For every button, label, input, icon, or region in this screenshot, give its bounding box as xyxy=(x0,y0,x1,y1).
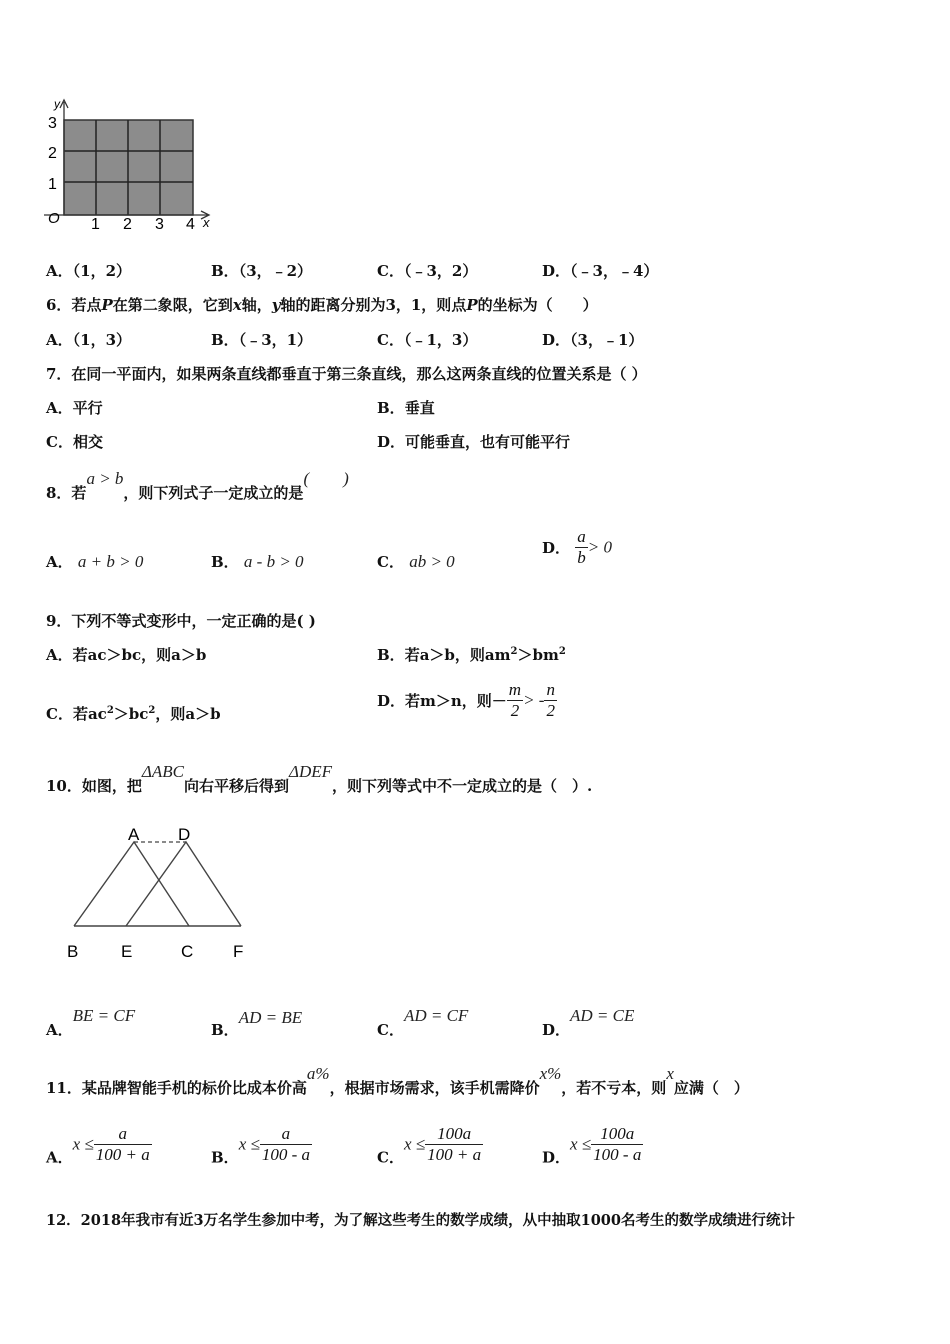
q7-option-b[interactable] xyxy=(377,397,435,418)
fraction xyxy=(507,680,523,721)
numerator: 100a xyxy=(591,1124,643,1145)
q8-stem xyxy=(46,469,349,503)
condition-expr: a > b xyxy=(86,469,124,488)
option-expr: > 0 xyxy=(587,537,612,557)
option-expr: a - b > 0 xyxy=(243,552,304,571)
fraction xyxy=(575,527,588,568)
q10-option-d[interactable] xyxy=(542,1005,635,1039)
option-text: ＞bm xyxy=(517,646,559,664)
option-letter: D． xyxy=(542,539,571,557)
q9-stem: 9．下列不等式变形中，一定正确的是( ) xyxy=(46,612,316,630)
q7-option-d[interactable] xyxy=(377,431,570,452)
superscript: 2 xyxy=(510,646,518,657)
option-letter: A． xyxy=(46,1148,73,1167)
q12-stem: 12．2018年我市有近3万名学生参加中考，为了解这些考生的数学成绩，从中抽取1000名考生的数学成绩进行统计 xyxy=(46,1212,795,1229)
option-letter: A． xyxy=(46,399,73,417)
stem-text: 向右平移后得到 xyxy=(183,777,289,795)
option-letter: A． xyxy=(46,646,73,664)
y-tick-label: 3 xyxy=(48,115,57,132)
option-expr: ab > 0 xyxy=(409,552,455,571)
x-tick-label: 4 xyxy=(186,216,195,233)
option-expr: AD = CF xyxy=(403,1006,469,1025)
option-expr: x ≤ xyxy=(570,1134,592,1154)
option-text: 若m＞n，则－ xyxy=(405,692,507,710)
q8-option-b[interactable] xyxy=(211,551,304,572)
numerator: a xyxy=(94,1124,152,1145)
option-letter: B． xyxy=(211,262,239,280)
x-tick-label: 2 xyxy=(123,216,132,233)
stem-text: 的坐标为（ ） xyxy=(477,296,598,314)
option-text: （1，2） xyxy=(72,262,132,280)
y-tick-label: 2 xyxy=(48,145,57,162)
stem-text: 应满（ ） xyxy=(673,1079,749,1097)
option-letter: D． xyxy=(377,433,406,451)
q5-option-c[interactable] xyxy=(377,260,477,281)
option-expr: a + b > 0 xyxy=(77,552,144,571)
denominator: 100 + a xyxy=(95,1145,150,1164)
q6-option-d[interactable] xyxy=(542,329,643,350)
superscript: 2 xyxy=(558,646,566,657)
numerator: a xyxy=(577,527,586,546)
triangle-translation-figure xyxy=(60,822,260,967)
option-letter: D． xyxy=(542,1148,571,1167)
option-letter: A． xyxy=(46,331,73,349)
question-number: 11．某品牌智能手机的标价比成本价高 xyxy=(46,1079,307,1097)
triangle-abc-shape xyxy=(74,842,189,926)
q9-option-c[interactable] xyxy=(46,703,221,724)
option-text: ，则a＞b xyxy=(155,705,221,723)
superscript: 2 xyxy=(148,705,156,716)
option-text: 若a＞b，则am xyxy=(404,646,511,664)
stem-text: 轴， xyxy=(241,296,272,314)
fraction xyxy=(260,1124,312,1165)
option-letter: A． xyxy=(46,1021,73,1039)
stem-text: 轴的距离分别为3，1，则点 xyxy=(280,296,467,314)
option-letter: C． xyxy=(377,553,404,571)
triangle-abc: ΔABC xyxy=(141,762,184,781)
denominator: 100 - a xyxy=(593,1145,642,1164)
fraction xyxy=(94,1124,152,1165)
q9-option-a[interactable] xyxy=(46,644,206,665)
vertex-label-f: F xyxy=(233,942,244,961)
fraction xyxy=(544,680,557,721)
vertex-label-e: E xyxy=(121,942,133,961)
vertex-label-c: C xyxy=(181,942,194,961)
numerator: n xyxy=(546,680,555,699)
q11-option-b[interactable] xyxy=(211,1124,312,1168)
numerator: 100a xyxy=(425,1124,483,1145)
numerator: m xyxy=(508,680,522,699)
option-text: 若ac xyxy=(72,705,107,723)
q11-option-c[interactable] xyxy=(377,1124,483,1168)
triangle-def: ΔDEF xyxy=(288,762,333,781)
option-text: 若ac＞bc，则a＞b xyxy=(72,646,207,664)
option-text: （﹣3，2） xyxy=(403,262,478,280)
option-letter: B． xyxy=(211,331,239,349)
origin-label: O xyxy=(48,210,60,227)
var-y: y xyxy=(271,296,281,314)
option-expr: AD = BE xyxy=(238,1008,303,1027)
option-text: （﹣3，1） xyxy=(238,331,313,349)
option-letter: C． xyxy=(377,331,404,349)
option-expr: x ≤ xyxy=(238,1134,260,1154)
option-letter: B． xyxy=(377,399,405,417)
option-text: 平行 xyxy=(72,399,103,417)
triangle-def-shape xyxy=(126,842,241,926)
question-number: 8．若 xyxy=(46,484,87,502)
denominator: b xyxy=(577,548,586,567)
option-letter: C． xyxy=(46,433,73,451)
x-tick-label: 3 xyxy=(155,216,164,233)
q8-option-d[interactable] xyxy=(542,527,612,568)
q10-option-b[interactable] xyxy=(211,1007,303,1039)
stem-text: ，根据市场需求，该手机需降价 xyxy=(329,1079,540,1097)
option-letter: D． xyxy=(377,692,406,710)
q6-option-c[interactable] xyxy=(377,329,477,350)
option-letter: C． xyxy=(46,705,73,723)
q10-option-c[interactable] xyxy=(377,1005,469,1039)
fraction xyxy=(591,1124,643,1165)
option-letter: C． xyxy=(377,262,404,280)
q11-option-d[interactable] xyxy=(542,1124,643,1168)
vertex-label-a: A xyxy=(128,825,140,844)
q11-option-a[interactable] xyxy=(46,1124,152,1168)
fraction xyxy=(425,1124,483,1165)
option-expr: BE = CF xyxy=(72,1006,136,1025)
option-text: （1，3） xyxy=(72,331,132,349)
q6-stem xyxy=(46,294,598,315)
numerator: a xyxy=(260,1124,312,1145)
option-letter: B． xyxy=(211,1021,239,1039)
superscript: 2 xyxy=(106,705,114,716)
option-expr: x ≤ xyxy=(72,1134,94,1154)
option-expr: > - xyxy=(523,690,545,710)
x-axis-label: x xyxy=(203,215,210,230)
option-text: ＞bc xyxy=(113,705,149,723)
option-letter: D． xyxy=(542,262,571,280)
option-letter: C． xyxy=(377,1021,404,1039)
q7-option-a[interactable] xyxy=(46,397,103,418)
stem-text: 在第二象限，它到 xyxy=(112,296,233,314)
option-letter: C． xyxy=(377,1148,404,1167)
var-p: P xyxy=(101,296,113,314)
var-x: x xyxy=(666,1064,674,1083)
q9-option-d[interactable] xyxy=(377,680,557,721)
percent-a: a% xyxy=(306,1064,330,1083)
vertex-label-d: D xyxy=(178,825,191,844)
q5-option-a[interactable] xyxy=(46,260,131,281)
q6-option-b[interactable] xyxy=(211,329,312,350)
q8-option-a[interactable] xyxy=(46,551,143,572)
y-axis-label: y xyxy=(54,97,60,111)
denominator: 100 + a xyxy=(427,1145,482,1164)
option-text: （﹣1，3） xyxy=(403,331,478,349)
option-text: （﹣3，﹣4） xyxy=(570,262,659,280)
denominator: 2 xyxy=(510,701,520,720)
option-text: （3，﹣2） xyxy=(238,262,313,280)
option-text: （3，﹣1） xyxy=(570,331,644,349)
percent-x: x% xyxy=(539,1064,562,1083)
q7-option-c[interactable] xyxy=(46,431,103,452)
stem-text: ，则下列等式中不一定成立的是（ ）. xyxy=(332,777,593,795)
q10-option-a[interactable] xyxy=(46,1005,136,1039)
option-expr: x ≤ xyxy=(403,1134,426,1154)
option-text: 相交 xyxy=(72,433,103,451)
y-tick-label: 1 xyxy=(48,176,57,193)
question-number: 10．如图，把 xyxy=(46,777,142,795)
question-number: 6． xyxy=(46,296,72,314)
vertex-label-b: B xyxy=(67,942,79,961)
option-letter: A． xyxy=(46,262,73,280)
q5-option-d[interactable] xyxy=(542,260,658,281)
denominator: 2 xyxy=(546,701,555,720)
option-letter: B． xyxy=(211,1148,239,1167)
coordinate-grid-figure xyxy=(40,96,225,236)
q10-stem xyxy=(46,762,593,796)
q7-stem: 7．在同一平面内，如果两条直线都垂直于第三条直线，那么这两条直线的位置关系是（ ） xyxy=(46,365,647,383)
stem-text: ，则下列式子一定成立的是 xyxy=(123,484,304,502)
option-letter: D． xyxy=(542,331,571,349)
q6-option-a[interactable] xyxy=(46,329,131,350)
option-letter: A． xyxy=(46,553,73,571)
q8-option-c[interactable] xyxy=(377,551,455,572)
option-letter: B． xyxy=(211,553,239,571)
stem-text: ，若不亏本，则 xyxy=(561,1079,667,1097)
option-letter: D． xyxy=(542,1021,571,1039)
option-expr: AD = CE xyxy=(570,1006,635,1025)
x-tick-label: 1 xyxy=(91,216,100,233)
denominator: 100 - a xyxy=(261,1145,310,1164)
answer-paren: ( ) xyxy=(303,469,349,488)
q5-option-b[interactable] xyxy=(211,260,312,281)
stem-text: 若点 xyxy=(71,296,102,314)
q11-stem xyxy=(46,1064,749,1098)
option-letter: B． xyxy=(377,646,405,664)
q9-option-b[interactable] xyxy=(377,644,566,665)
var-p: P xyxy=(466,296,478,314)
var-x: x xyxy=(232,296,242,314)
option-text: 垂直 xyxy=(404,399,435,417)
option-text: 可能垂直，也有可能平行 xyxy=(405,433,571,451)
